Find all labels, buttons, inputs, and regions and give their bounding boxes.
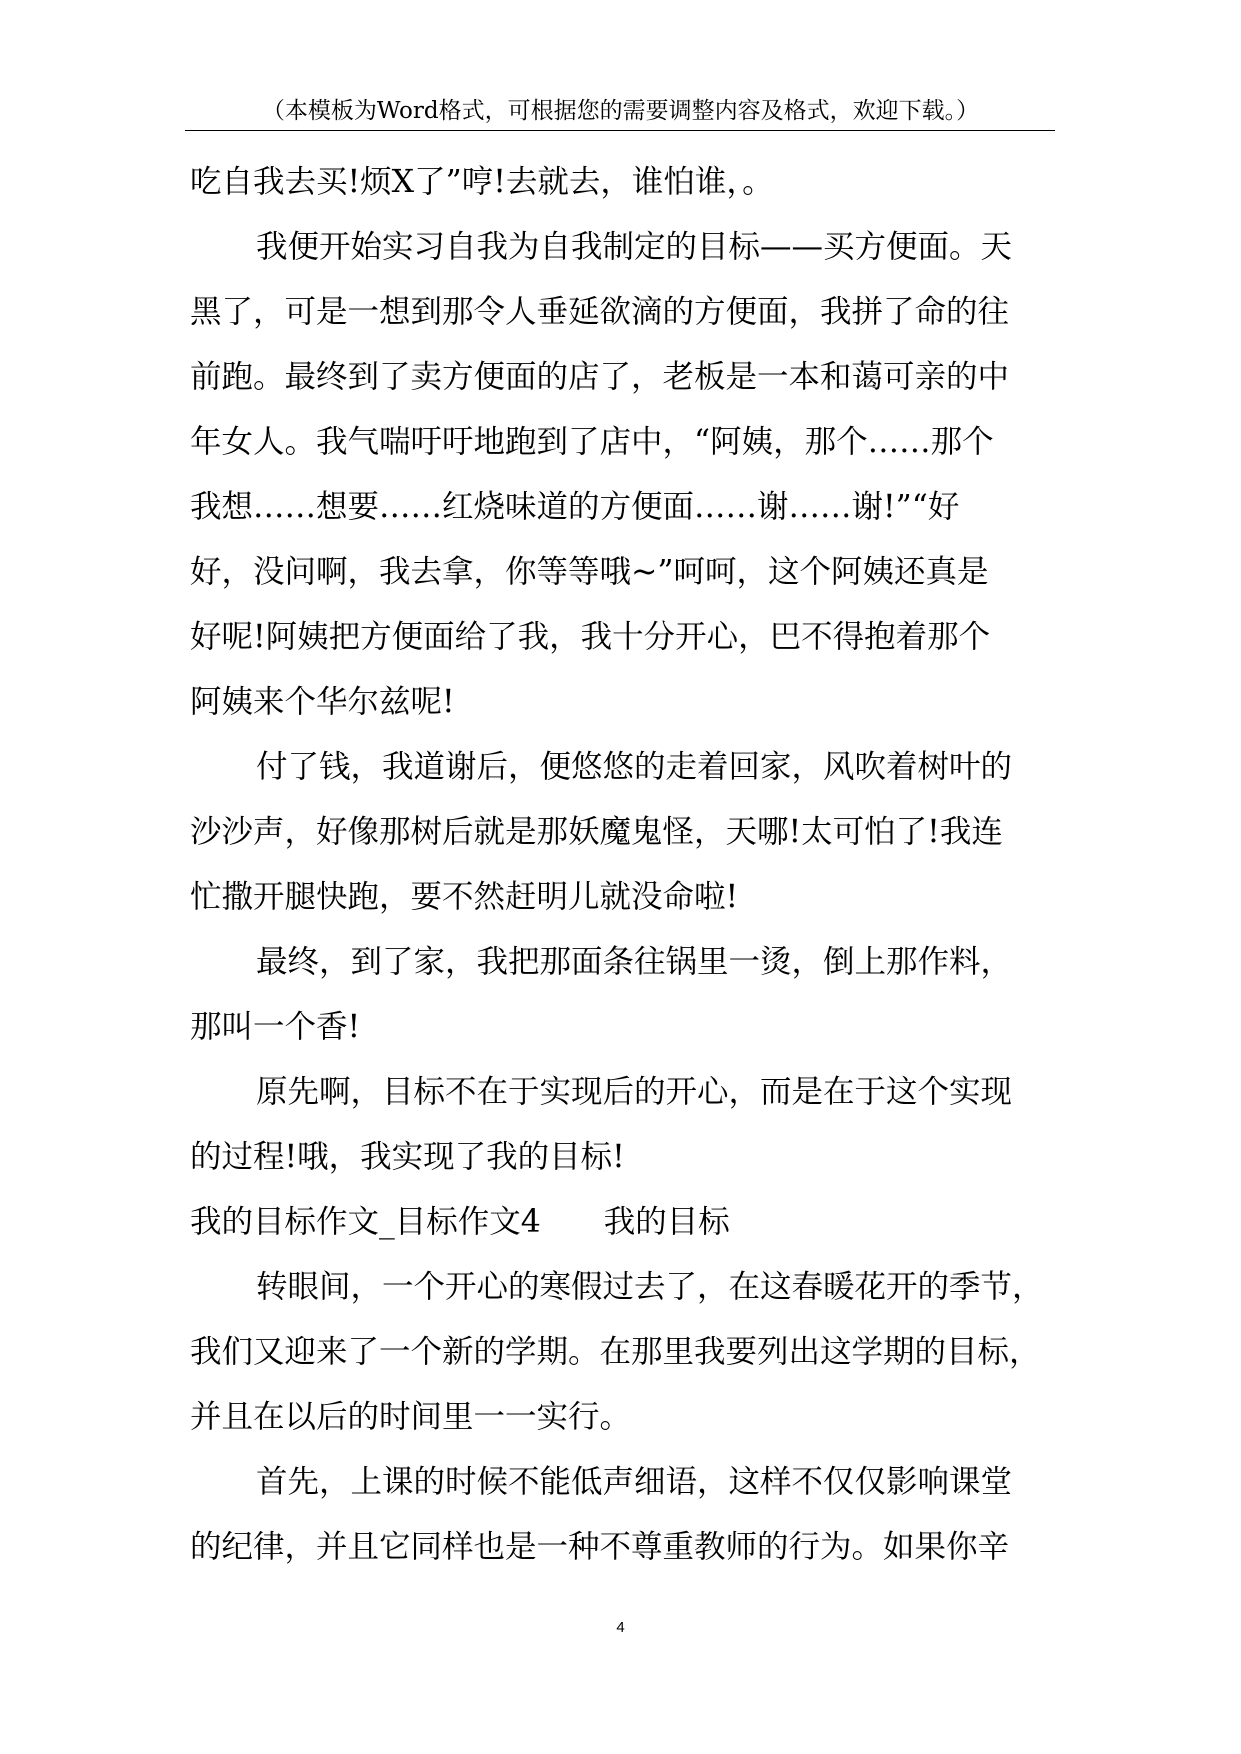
text-line: 沙沙声，好像那树后就是那妖魔鬼怪，天哪!太可怕了!我连	[190, 814, 1003, 850]
text-line: 并且在以后的时间里一一实行。	[190, 1399, 632, 1435]
text-line: 前跑。最终到了卖方便面的店了，老板是一本和蔼可亲的中	[190, 359, 1010, 395]
text-line: 我便开始实习自我为自我制定的目标——买方便面。天	[256, 229, 1013, 265]
text-line: 黑了，可是一想到那令人垂延欲滴的方便面，我拼了命的往	[190, 294, 1010, 330]
text-line: 首先，上课的时候不能低声细语，这样不仅仅影响课堂	[256, 1464, 1013, 1500]
text-line: 最终，到了家，我把那面条往锅里一烫，倒上那作料，	[256, 944, 1013, 980]
text-line: 付了钱，我道谢后，便悠悠的走着回家，风吹着树叶的	[256, 749, 1013, 785]
text-line: 好呢!阿姨把方便面给了我，我十分开心，巴不得抱着那个	[190, 619, 991, 655]
text-line: 忙撒开腿快跑，要不然赶明儿就没命啦!	[190, 879, 739, 915]
text-line: 吃自我去买!烦X了”哼!去就去，谁怕谁，。	[190, 164, 774, 200]
document-body	[190, 150, 1060, 1580]
text-line: 我的目标作文_目标作文4 我的目标	[190, 1204, 730, 1240]
text-line: 我想……想要……红烧味道的方便面……谢……谢!”“好	[190, 489, 960, 525]
text-line: 原先啊，目标不在于实现后的开心，而是在于这个实现	[256, 1074, 1013, 1110]
text-line: 转眼间，一个开心的寒假过去了，在这春暖花开的季节，	[256, 1269, 1044, 1305]
text-line: 的纪律，并且它同样也是一种不尊重教师的行为。如果你辛	[190, 1529, 1010, 1565]
page-number: 4	[616, 1619, 625, 1636]
text-line: 我们又迎来了一个新的学期。在那里我要列出这学期的目标，	[190, 1334, 1041, 1370]
text-line: 的过程!哦，我实现了我的目标!	[190, 1139, 625, 1175]
text-line: 阿姨来个华尔兹呢!	[190, 684, 455, 720]
header-divider	[185, 130, 1055, 131]
text-line: 年女人。我气喘吁吁地跑到了店中，“阿姨，那个……那个	[190, 424, 994, 460]
text-line: 那叫一个香!	[190, 1009, 361, 1045]
text-line: 好，没问啊，我去拿，你等等哦~”呵呵，这个阿姨还真是	[190, 554, 989, 590]
page-header-note: （本模板为Word格式，可根据您的需要调整内容及格式，欢迎下载。）	[261, 98, 980, 124]
